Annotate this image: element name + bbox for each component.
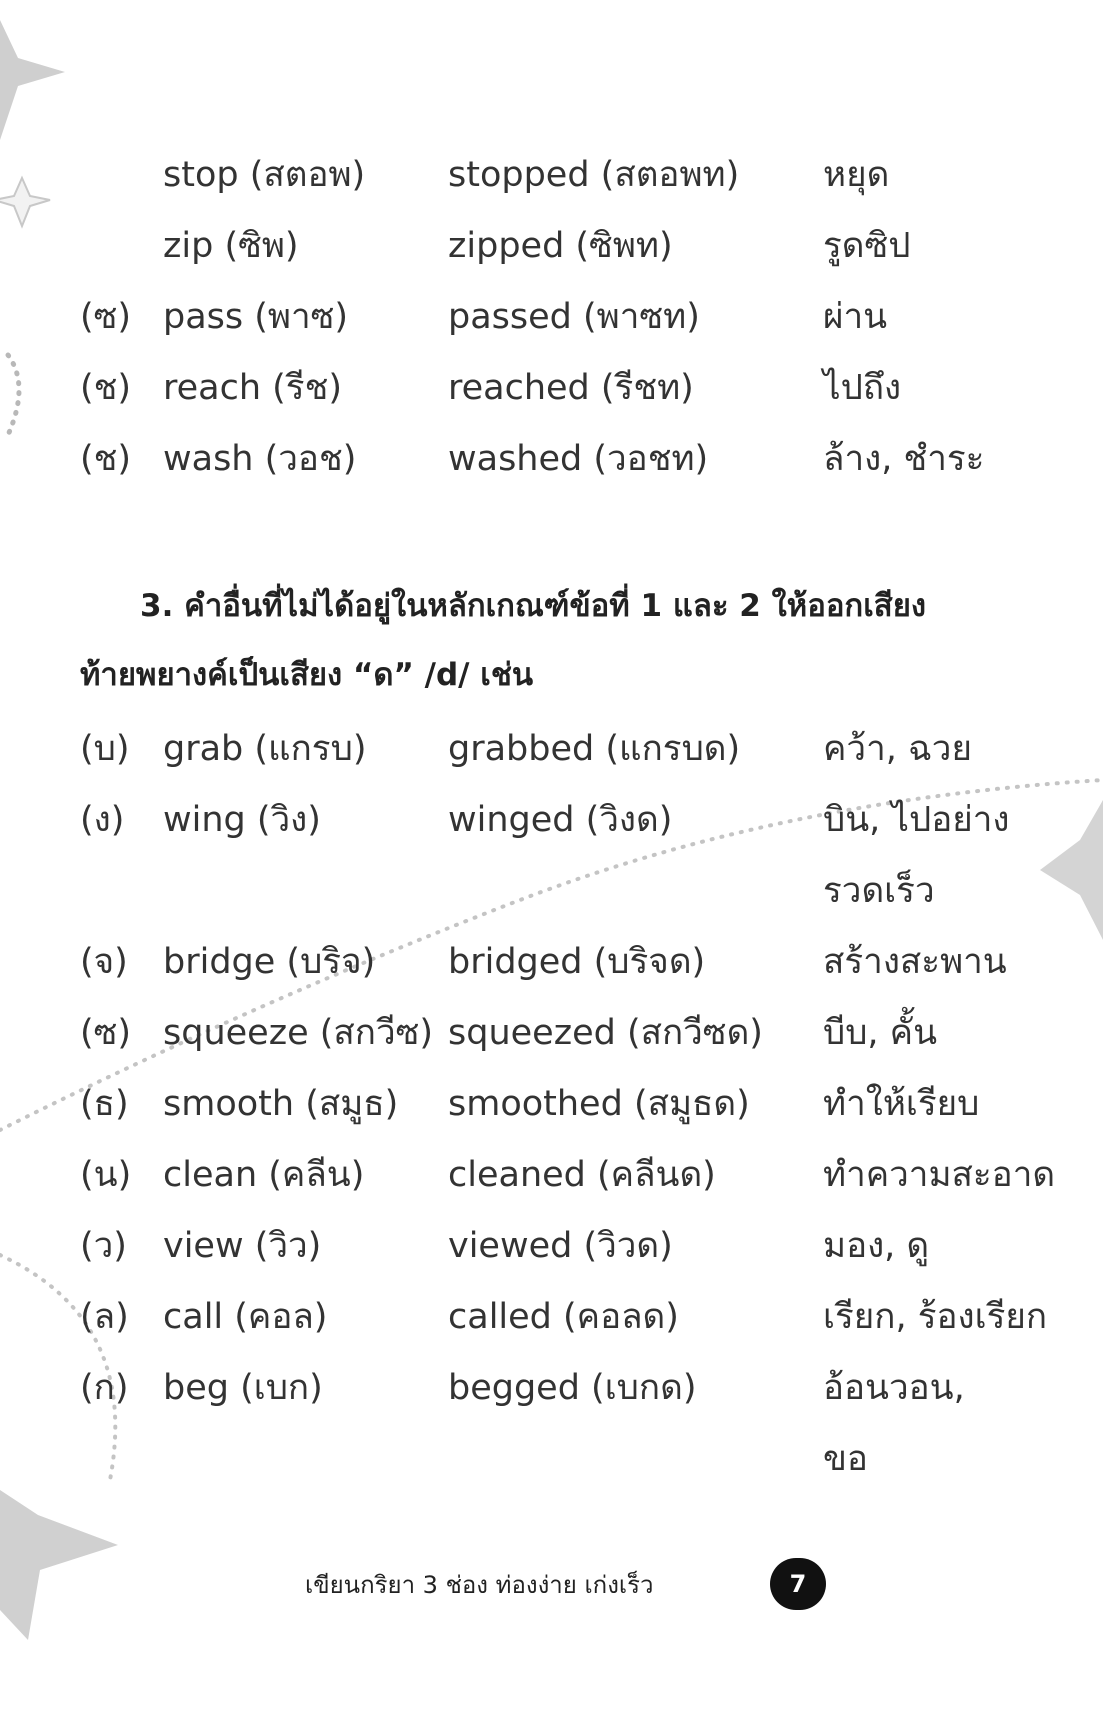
past-form: squeezed (สกวีซด): [448, 1013, 763, 1053]
past-form: smoothed (สมูธด): [448, 1084, 750, 1124]
meaning: ทำให้เรียบ: [823, 1084, 980, 1124]
base-form: beg (เบก): [163, 1368, 323, 1408]
past-form: stopped (สตอพท): [448, 155, 740, 195]
past-form: reached (รีชท): [448, 368, 694, 408]
row-label: (ล): [80, 1297, 129, 1337]
meaning: ไปถึง: [823, 368, 902, 408]
base-form: wash (วอช): [163, 439, 357, 479]
verb-row-continuation: [0, 1434, 1103, 1484]
base-form: pass (พาซ): [163, 297, 349, 337]
base-form: grab (แกรบ): [163, 729, 367, 769]
past-form: grabbed (แกรบด): [448, 729, 741, 769]
meaning: รูดซิป: [823, 226, 911, 266]
row-label: (ธ): [80, 1084, 129, 1124]
verb-row: [0, 363, 1103, 413]
verb-row: [0, 1150, 1103, 1200]
row-label: (ช): [80, 439, 132, 479]
base-form: wing (วิง): [163, 800, 321, 840]
past-form: cleaned (คลีนด): [448, 1155, 716, 1195]
row-label: (ซ): [80, 297, 132, 337]
meaning: คว้า, ฉวย: [823, 729, 972, 769]
base-form: reach (รีช): [163, 368, 343, 408]
base-form: zip (ซิพ): [163, 226, 299, 266]
verb-row: [0, 150, 1103, 200]
verb-row: [0, 795, 1103, 845]
meaning: รวดเร็ว: [823, 871, 935, 911]
meaning: อ้อนวอน,: [823, 1368, 965, 1408]
page-number: 7: [770, 1558, 826, 1610]
meaning: ล้าง, ชำระ: [823, 439, 985, 479]
row-label: (จ): [80, 942, 128, 982]
past-form: viewed (วิวด): [448, 1226, 673, 1266]
verb-row: [0, 292, 1103, 342]
base-form: view (วิว): [163, 1226, 322, 1266]
row-label: (น): [80, 1155, 132, 1195]
verb-row: [0, 937, 1103, 987]
row-label: (ว): [80, 1226, 127, 1266]
row-label: (ช): [80, 368, 132, 408]
verb-row: [0, 1292, 1103, 1342]
base-form: smooth (สมูธ): [163, 1084, 399, 1124]
footer-book-title: เขียนกริยา 3 ช่อง ท่องง่าย เก่งเร็ว: [305, 1571, 654, 1599]
verb-row: [0, 1221, 1103, 1271]
base-form: squeeze (สกวีซ): [163, 1013, 434, 1053]
verb-row-continuation: [0, 866, 1103, 916]
meaning: มอง, ดู: [823, 1226, 930, 1266]
verb-row: [0, 724, 1103, 774]
past-form: begged (เบกด): [448, 1368, 697, 1408]
meaning: สร้างสะพาน: [823, 942, 1007, 982]
base-form: bridge (บริจ): [163, 942, 376, 982]
meaning: หยุด: [823, 155, 890, 195]
meaning: เรียก, ร้องเรียก: [823, 1297, 1048, 1337]
past-form: passed (พาซท): [448, 297, 700, 337]
meaning: บีบ, คั้น: [823, 1013, 938, 1053]
verb-row: [0, 221, 1103, 271]
rule-heading-line-1: 3. คำอื่นที่ไม่ได้อยู่ในหลักเกณฑ์ข้อที่ 1 และ 2 ให้ออกเสียง: [140, 588, 927, 624]
past-form: winged (วิงด): [448, 800, 673, 840]
past-form: called (คอลด): [448, 1297, 679, 1337]
rule-heading-line-2: ท้ายพยางค์เป็นเสียง “ด” /d/ เช่น: [80, 657, 534, 693]
row-label: (บ): [80, 729, 130, 769]
row-label: (ซ): [80, 1013, 132, 1053]
past-form: washed (วอชท): [448, 439, 709, 479]
verb-row: [0, 1079, 1103, 1129]
base-form: call (คอล): [163, 1297, 328, 1337]
meaning: บิน, ไปอย่าง: [823, 800, 1010, 840]
row-label: (ก): [80, 1368, 129, 1408]
past-form: zipped (ซิพท): [448, 226, 673, 266]
row-label: (ง): [80, 800, 125, 840]
past-form: bridged (บริจด): [448, 942, 706, 982]
base-form: clean (คลีน): [163, 1155, 365, 1195]
base-form: stop (สตอพ): [163, 155, 366, 195]
verb-row: [0, 1363, 1103, 1413]
meaning: ผ่าน: [823, 297, 888, 337]
meaning: ขอ: [823, 1439, 868, 1479]
verb-row: [0, 1008, 1103, 1058]
meaning: ทำความสะอาด: [823, 1155, 1056, 1195]
verb-row: [0, 434, 1103, 484]
